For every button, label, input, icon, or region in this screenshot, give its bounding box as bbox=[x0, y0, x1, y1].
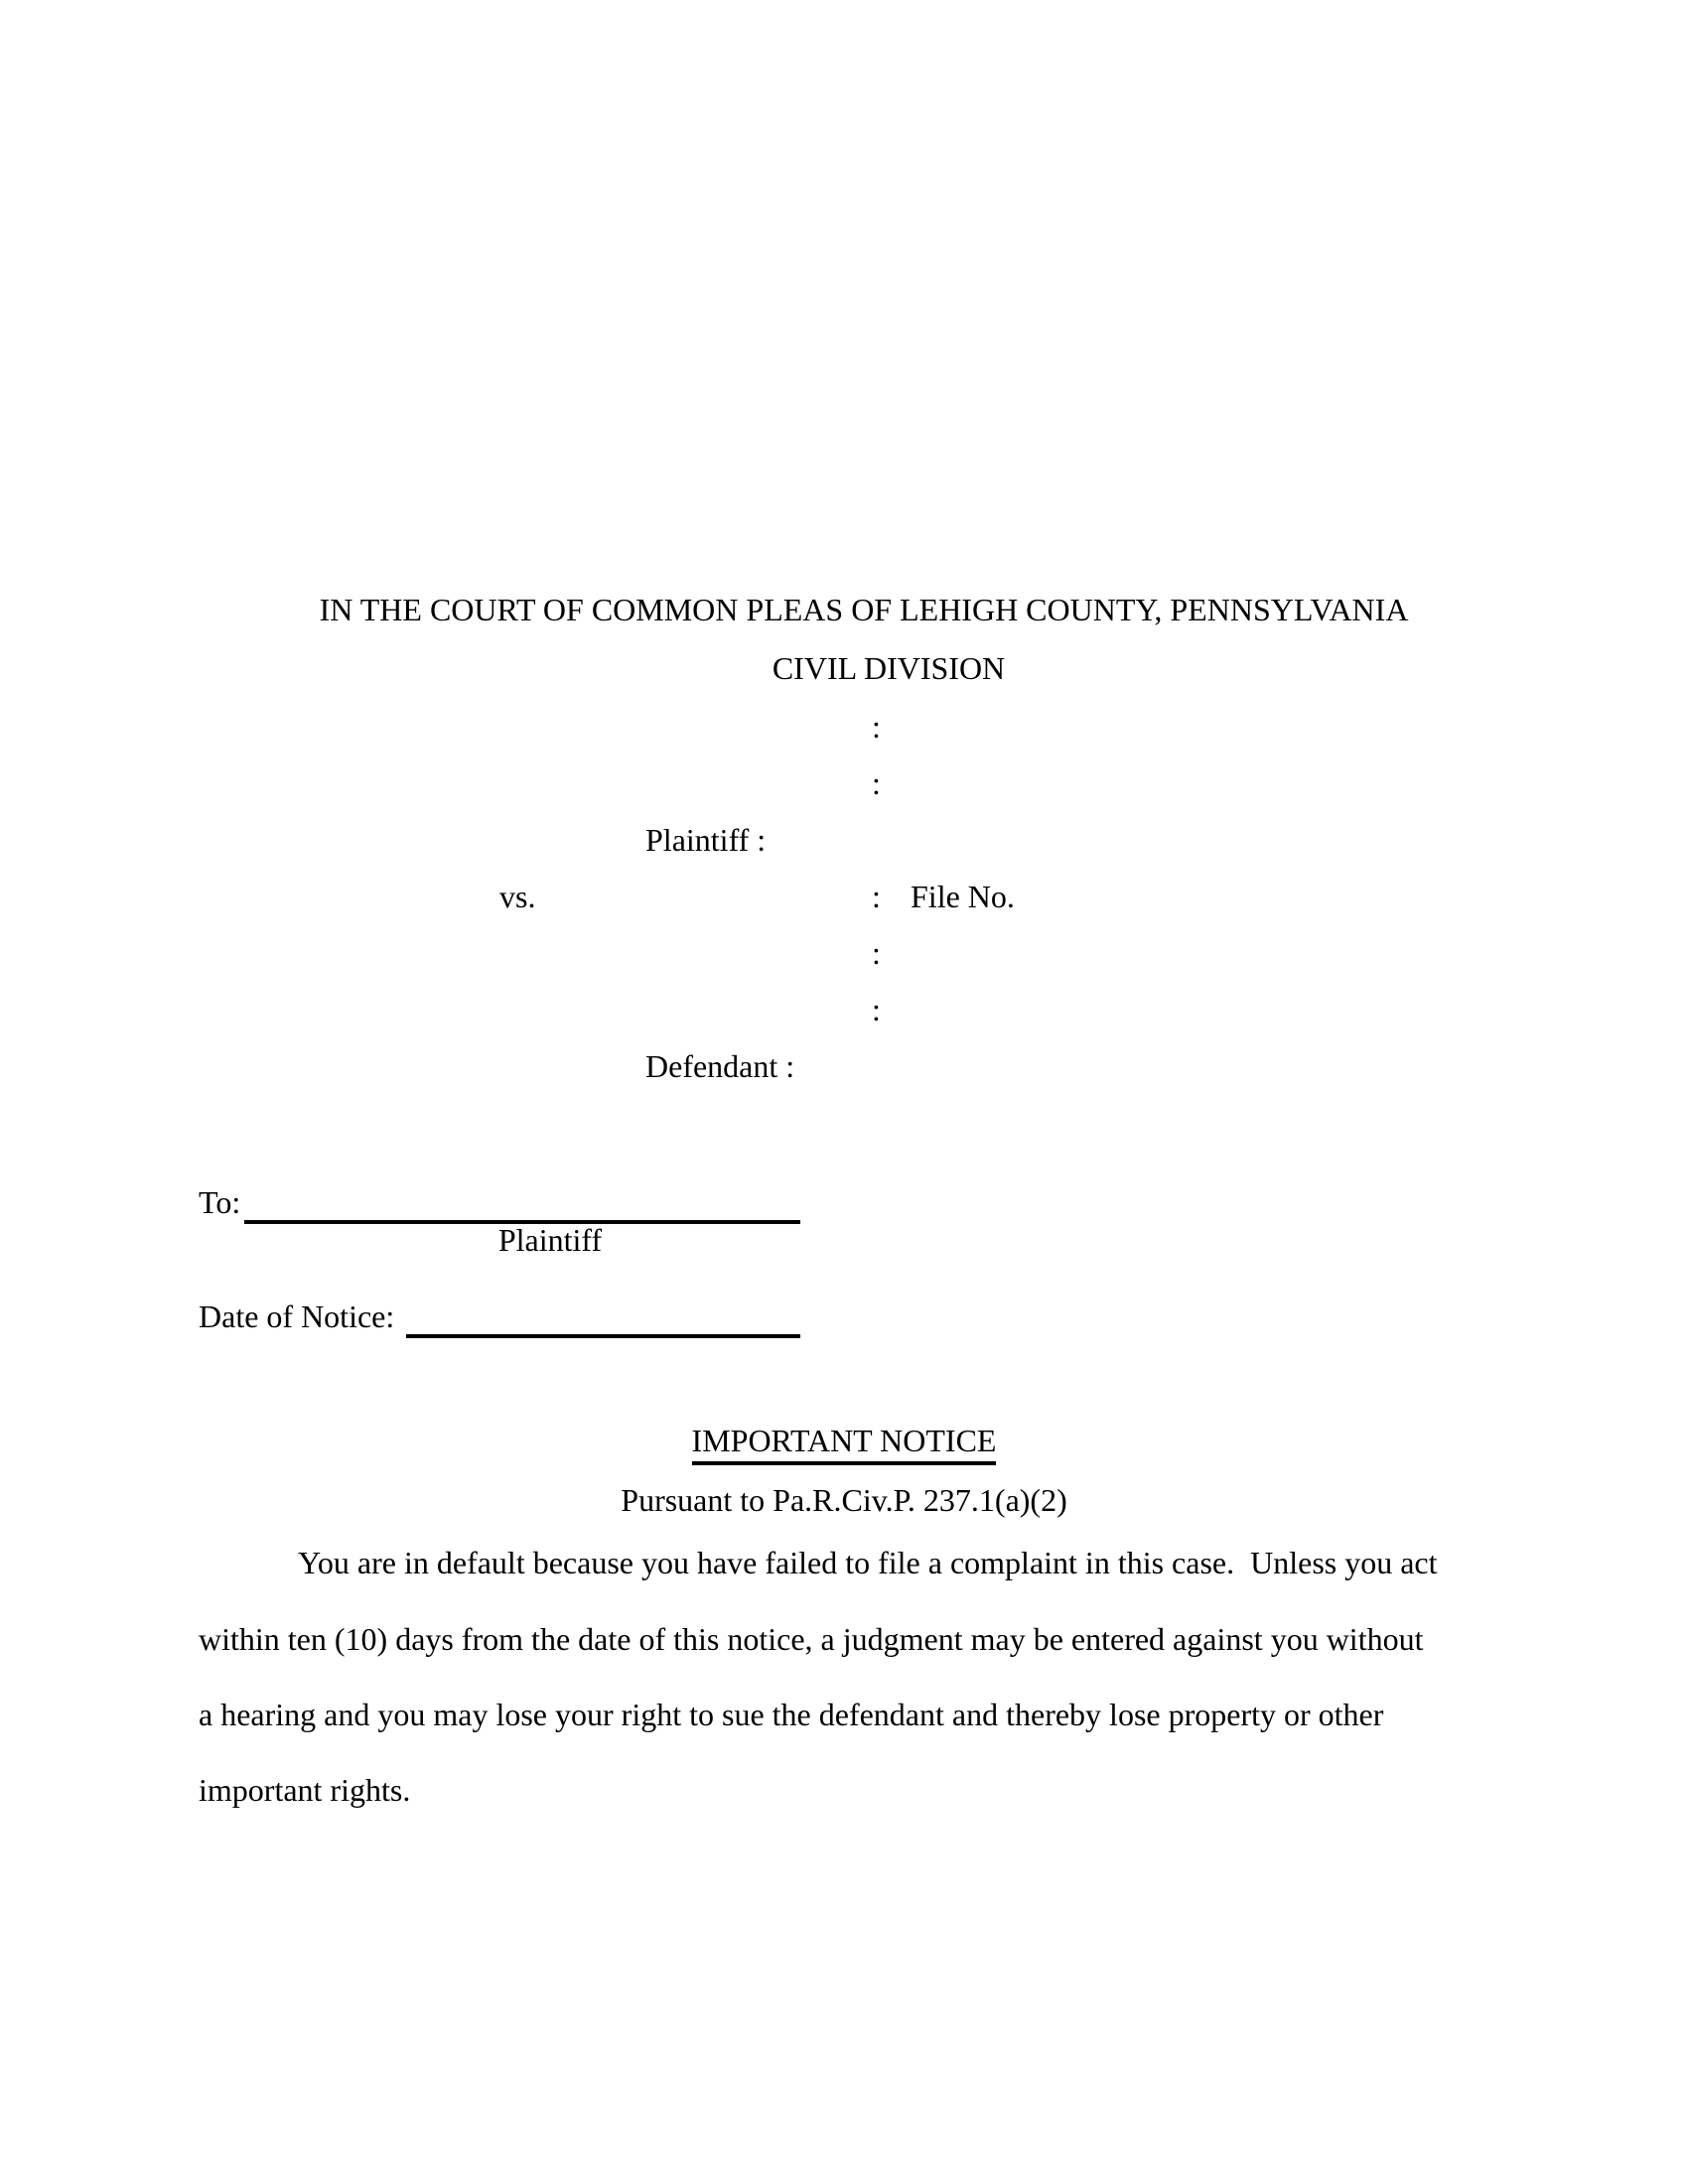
court-header-line1: IN THE COURT OF COMMON PLEAS OF LEHIGH COUNTY, PENNSYLVANIA bbox=[319, 592, 1409, 627]
caption-separator-colon-4: : bbox=[872, 935, 881, 971]
date-of-notice-label: Date of Notice: bbox=[199, 1298, 395, 1334]
notice-subtitle: Pursuant to Pa.R.Civ.P. 237.1(a)(2) bbox=[621, 1482, 1067, 1518]
court-header-line2: CIVIL DIVISION bbox=[772, 650, 1006, 686]
notice-title-row bbox=[0, 1425, 1688, 1456]
notice-body-line: within ten (10) days from the date of this notice, a judgment may be entered against you without bbox=[199, 1621, 1424, 1657]
caption-separator-colon-2: : bbox=[872, 765, 881, 801]
caption-separator-colon-5: : bbox=[872, 992, 881, 1027]
notice-body-line: a hearing and you may lose your right to sue the defendant and thereby lose property or other bbox=[199, 1697, 1384, 1732]
defendant-caption-label: Defendant : bbox=[645, 1048, 795, 1084]
plaintiff-caption-label: Plaintiff : bbox=[645, 822, 767, 858]
date-of-notice-field-blank[interactable] bbox=[406, 1296, 800, 1338]
caption-separator-colon-3: : bbox=[872, 879, 881, 914]
notice-body-line: You are in default because you have failed to file a complaint in this case. Unless you act bbox=[298, 1545, 1438, 1580]
to-label: To: bbox=[199, 1184, 241, 1220]
to-blank-caption: Plaintiff bbox=[497, 1222, 603, 1258]
vs-label: vs. bbox=[499, 879, 536, 914]
notice-body-line: important rights. bbox=[199, 1772, 411, 1808]
notice-title: IMPORTANT NOTICE bbox=[692, 1423, 997, 1465]
file-no-label: File No. bbox=[911, 879, 1015, 914]
caption-separator-colon-1: : bbox=[872, 709, 881, 745]
to-field-blank[interactable] bbox=[244, 1181, 800, 1224]
